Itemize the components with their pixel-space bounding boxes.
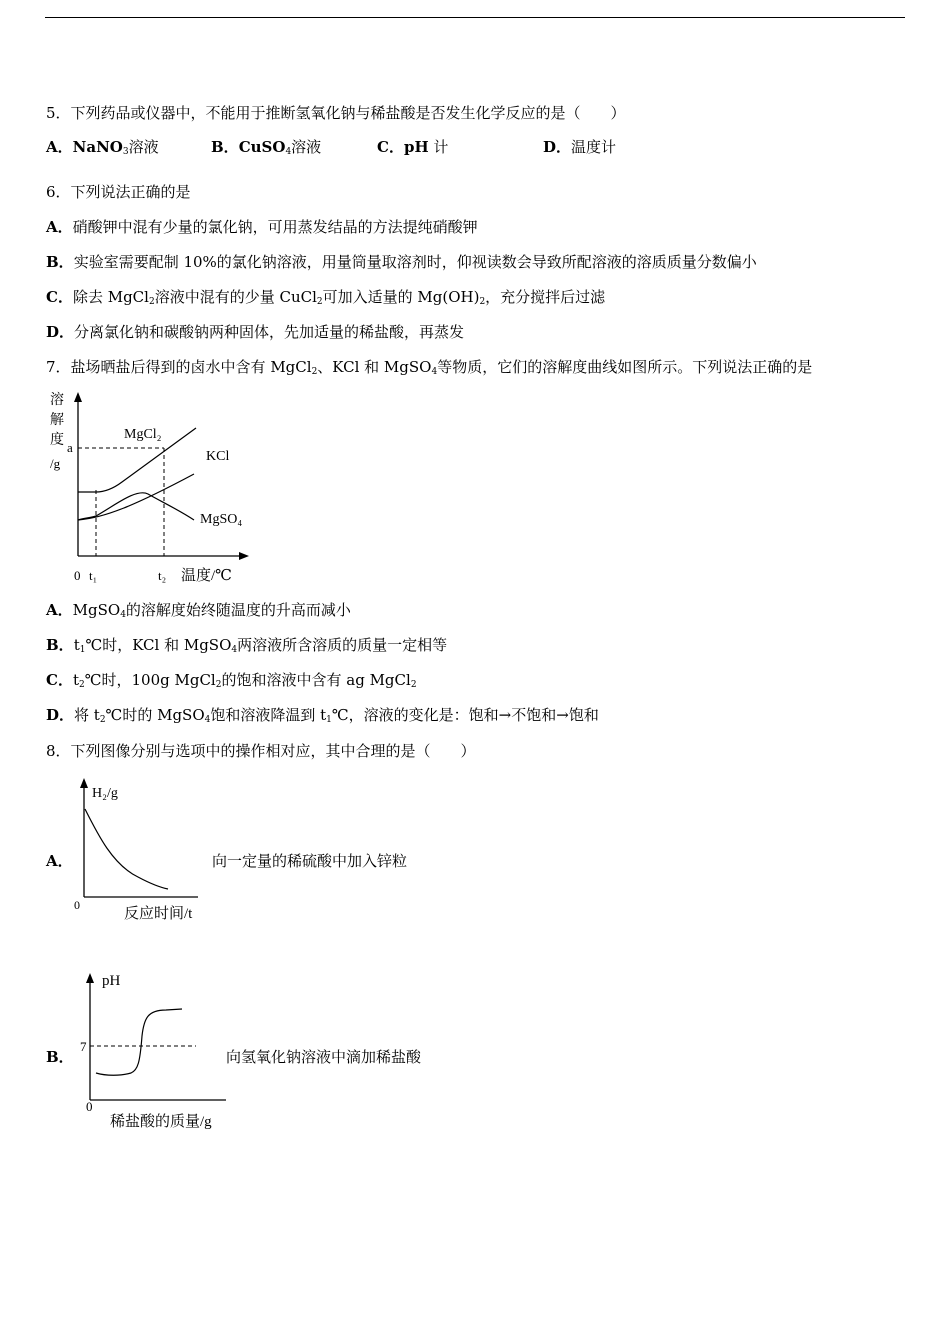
q6-option-b: B．实验室需要配制 10%的氯化钠溶液，用量筒量取溶剂时，仰视读数会导致所配溶液的溶质质量分数偏小 bbox=[46, 253, 757, 271]
solubility-curve-figure bbox=[44, 388, 254, 588]
q7-option-d: D．将 $t_2℃$时的 MgSO$_4$饱和溶液降温到 $t_1℃$，溶液的变化是：饱和→不饱和→饱和 bbox=[46, 706, 599, 725]
q5-option-a: A．NaNO$_3$溶液 bbox=[46, 138, 159, 157]
q6-stem: 6．下列说法正确的是 bbox=[46, 183, 191, 201]
x-axis-arrow bbox=[239, 552, 249, 560]
h2-x-label: 反应时间/t bbox=[124, 906, 193, 922]
ph-y-label: pH bbox=[102, 973, 121, 989]
x-axis-label: 温度/℃ bbox=[181, 568, 232, 584]
q7-option-b: B．$t_1℃$时，KCl 和 MgSO$_4$两溶液所含溶质的质量一定相等 bbox=[46, 636, 448, 655]
q6-option-d: D．分离氯化钠和碳酸钠两种固体，先加适量的稀盐酸，再蒸发 bbox=[46, 323, 465, 341]
q8-option-a-letter: A． bbox=[46, 852, 73, 870]
h2-origin-label: 0 bbox=[74, 898, 80, 912]
q8-option-b-text: 向氢氧化钠溶液中滴加稀盐酸 bbox=[226, 1048, 422, 1066]
h2-y-arrow bbox=[80, 778, 88, 788]
header-rule bbox=[45, 17, 905, 18]
ph-7-label: 7 bbox=[80, 1039, 87, 1054]
q8-option-b-letter: B． bbox=[46, 1048, 74, 1066]
q8-option-a-text: 向一定量的稀硫酸中加入锌粒 bbox=[212, 852, 408, 870]
h2-curve bbox=[85, 809, 168, 889]
y-axis-label-4: /g bbox=[50, 456, 61, 471]
h2-graph bbox=[68, 775, 213, 925]
q5-option-c: C．pH 计 bbox=[377, 138, 449, 156]
q6-option-c: C．除去 MgCl$_2$溶液中混有的少量 CuCl$_2$可加入适量的 $Mg(OH)_2$，充分搅拌后过滤 bbox=[46, 288, 606, 307]
ph-curve bbox=[96, 1009, 182, 1075]
origin-label: 0 bbox=[74, 568, 81, 583]
q5-stem: 5．下列药品或仪器中，不能用于推断氢氧化钠与稀盐酸是否发生化学反应的是（ ） bbox=[46, 104, 626, 122]
q5-option-d: D．温度计 bbox=[543, 138, 617, 156]
ph-y-arrow bbox=[86, 973, 94, 983]
kcl-label: KCl bbox=[206, 449, 230, 464]
ph-graph bbox=[76, 966, 236, 1136]
mgcl2-label: MgCl₂ bbox=[124, 427, 162, 442]
q7-stem: 7．盐场晒盐后得到的卤水中含有 MgCl$_2$、KCl 和 MgSO$_4$等物质，它们的溶解度曲线如图所示。下列说法正确的是 bbox=[46, 358, 813, 377]
y-axis-arrow bbox=[74, 392, 82, 402]
q7-option-c: C．$t_2℃$时，100g MgCl$_2$的饱和溶液中含有 ag MgCl$_2$ bbox=[46, 671, 417, 690]
q6-option-a: A．硝酸钾中混有少量的氯化钠，可用蒸发结晶的方法提纯硝酸钾 bbox=[46, 218, 478, 236]
y-axis-label-2: 解 bbox=[50, 413, 64, 428]
q8-stem: 8．下列图像分别与选项中的操作相对应，其中合理的是（ ） bbox=[46, 742, 476, 760]
a-tick-label: a bbox=[67, 440, 73, 455]
y-axis-label-3: 度 bbox=[50, 433, 64, 448]
h2-y-label: H₂/g bbox=[92, 786, 118, 801]
q5-option-b: B．CuSO$_4$溶液 bbox=[211, 138, 322, 157]
y-axis-label-1: 溶 bbox=[50, 393, 64, 408]
q7-option-a: A．MgSO$_4$的溶解度始终随温度的升高而减小 bbox=[46, 601, 351, 620]
t1-label: t₁ bbox=[89, 568, 98, 583]
kcl-curve bbox=[78, 474, 194, 520]
t2-label: t₂ bbox=[158, 568, 167, 583]
ph-x-label: 稀盐酸的质量/g bbox=[110, 1114, 212, 1130]
ph-origin-label: 0 bbox=[86, 1099, 93, 1114]
mgso4-curve bbox=[78, 493, 194, 520]
mgso4-label: MgSO₄ bbox=[200, 512, 243, 527]
